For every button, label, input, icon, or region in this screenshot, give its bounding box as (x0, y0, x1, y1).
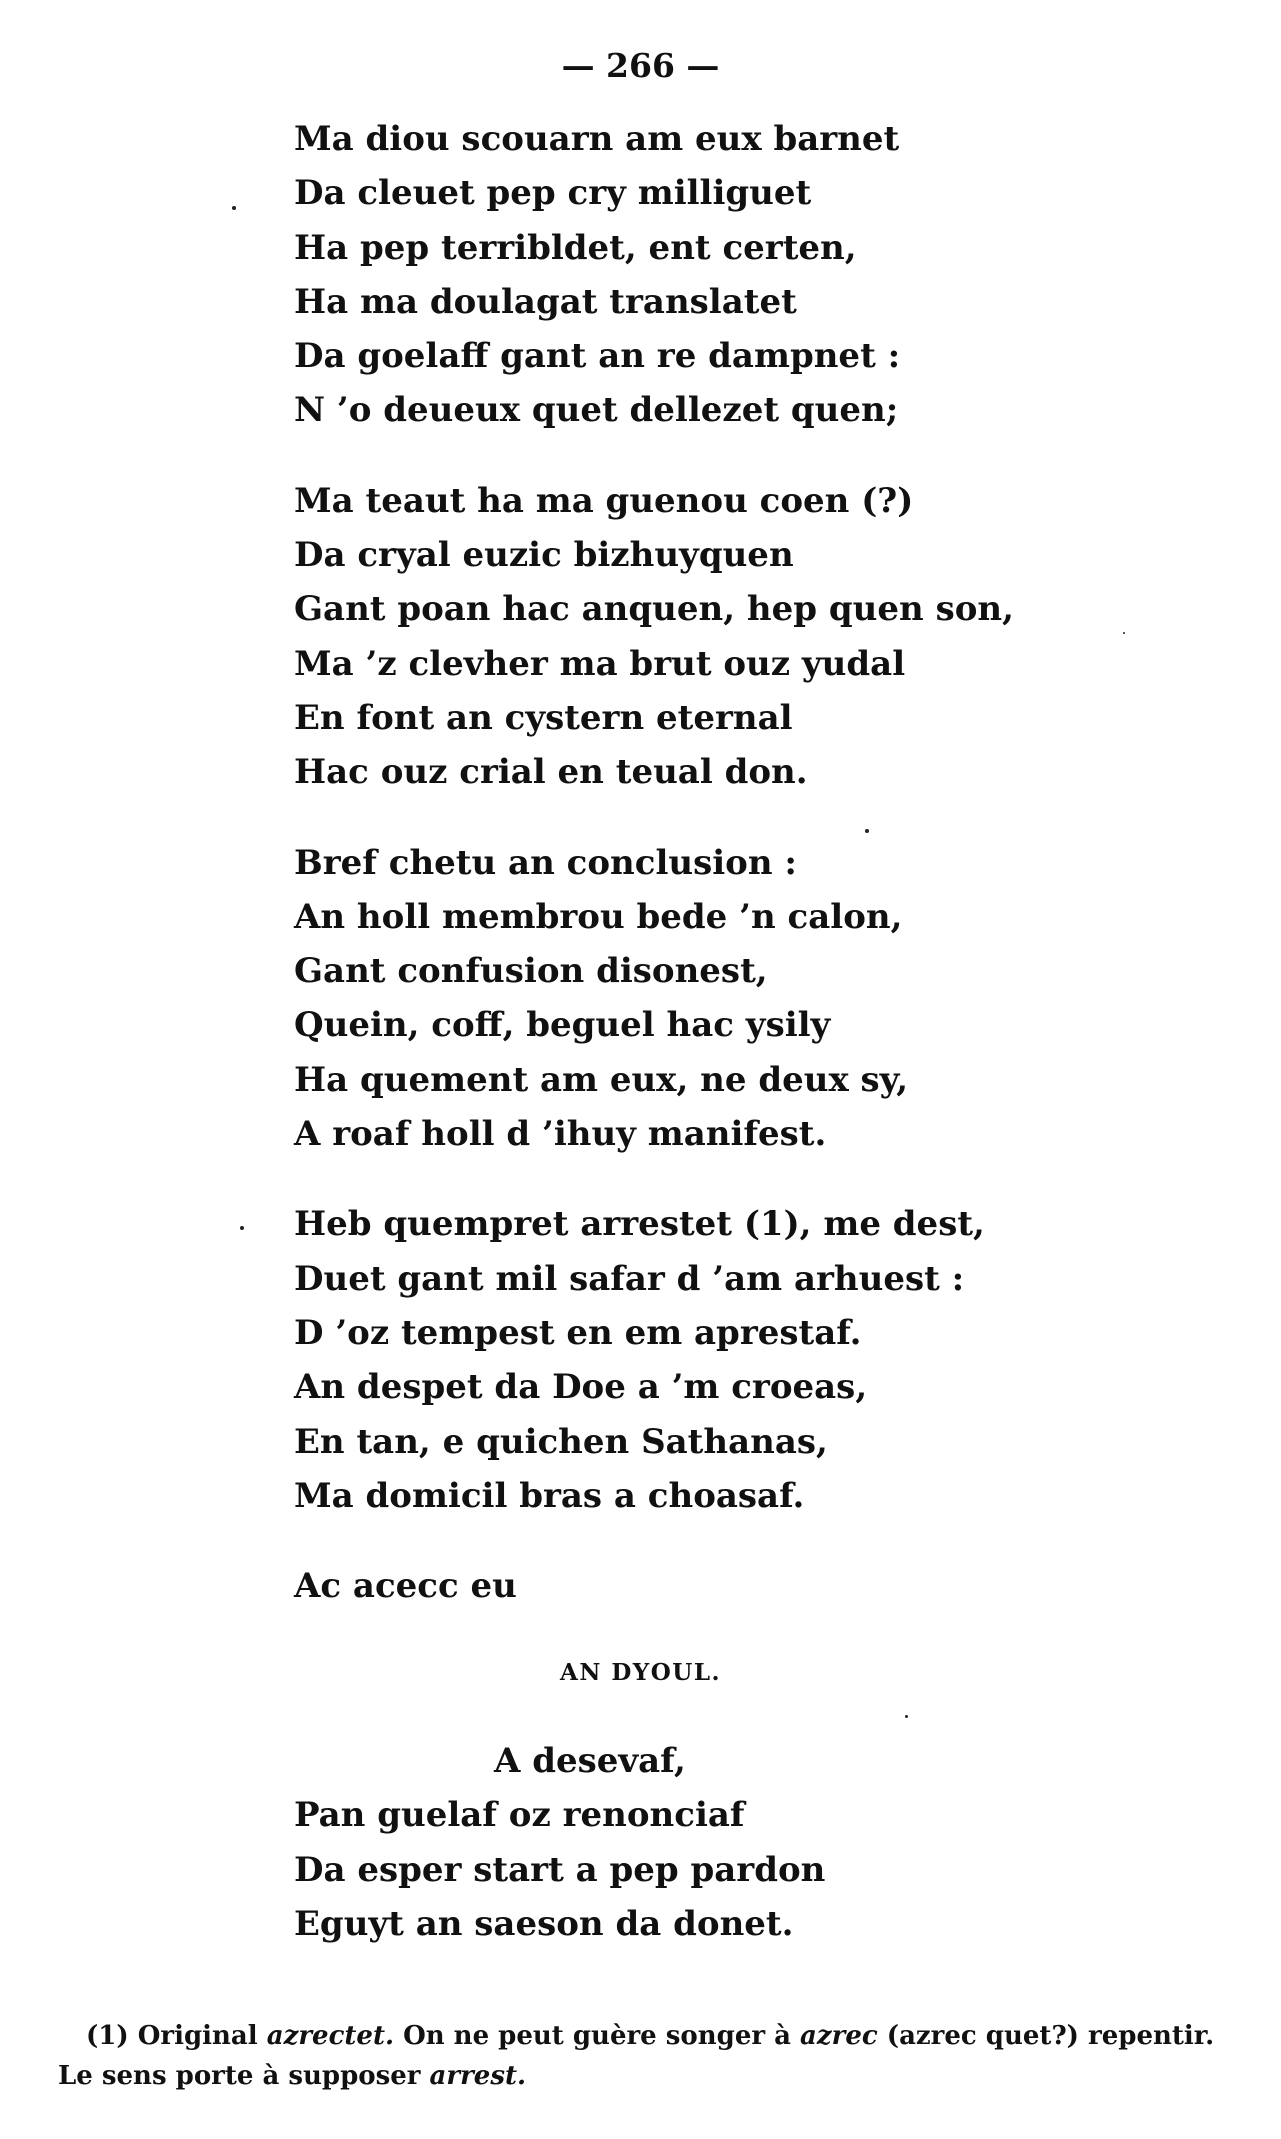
stanza-1 (294, 112, 1194, 438)
verse-line: An holl membrou bede ’n calon, (294, 896, 903, 937)
stanza-5 (294, 1559, 1194, 1613)
footnote-text: Le sens porte à supposer (58, 2061, 430, 2091)
footnote-text: On ne peut guère songer à (394, 2021, 801, 2051)
verse-line: Da esper start a pep pardon (294, 1849, 826, 1890)
scan-speck (1123, 632, 1125, 634)
verse-line: D ’oz tempest en em aprestaf. (294, 1312, 862, 1353)
verse-line: Pan guelaf oz renonciaf (294, 1795, 745, 1836)
speaker-heading: AN DYOUL. (559, 1659, 721, 1686)
poem-body (294, 112, 1194, 1649)
verse-line: A roaf holl d ’ihuy manifest. (294, 1114, 827, 1155)
verse-line: Hac ouz crial en teual don. (294, 752, 808, 793)
verse-line: Ma domicil bras a choasaf. (294, 1475, 805, 1516)
verse-line: Ma teaut ha ma guenou coen (?) (294, 480, 914, 521)
footnote-italic-term: azrectet. (266, 2021, 395, 2051)
footnote-text: (azrec quet?) repentir. (877, 2021, 1215, 2051)
footnote-line-2 (58, 2056, 1248, 2096)
verse-line: Ma diou scouarn am eux barnet (294, 119, 900, 159)
verse-line: A desevaf, (494, 1741, 686, 1781)
scan-speck (240, 1226, 244, 1230)
footnote-italic-term: arrest. (429, 2061, 527, 2091)
verse-line: Bref chetu an conclusion : (294, 842, 797, 883)
verse-line: Ac acecc eu (294, 1566, 517, 1607)
verse-line: Ha quement am eux, ne deux sy, (294, 1059, 909, 1100)
verse-line: An despet da Doe a ’m croeas, (294, 1367, 868, 1408)
verse-line: Da cleuet pep cry milliguet (294, 173, 812, 214)
verse-line: Heb quempret arrestet (1), me dest, (294, 1204, 985, 1245)
verse-line: En font an cystern eternal (294, 697, 793, 738)
verse-line: En tan, e quichen Sathanas, (294, 1421, 828, 1462)
footnote (58, 2016, 1248, 2096)
verse-line: Da goelaff gant an re dampnet : (294, 336, 901, 377)
scan-speck (865, 829, 869, 833)
stanza-4 (294, 1197, 1194, 1523)
footnote-line-1 (58, 2016, 1248, 2056)
scan-speck (232, 206, 236, 210)
final-stanza (294, 1734, 1194, 1951)
verse-line: Gant confusion disonest, (294, 951, 768, 992)
page-number: — 266 — (561, 46, 720, 85)
scan-speck (905, 1715, 908, 1718)
verse-line: Quein, coff, beguel hac ysily (294, 1005, 831, 1046)
footnote-text: (1) Original (86, 2021, 267, 2051)
verse-line: Eguyt an saeson da donet. (294, 1903, 794, 1944)
verse-line: Ha pep terribldet, ent certen, (294, 227, 857, 268)
verse-line: Da cryal euzic bizhuyquen (294, 535, 794, 576)
verse-line: Ma ’z clevher ma brut ouz yudal (294, 643, 906, 684)
verse-line: Gant poan hac anquen, hep quen son, (294, 589, 1014, 630)
stanza-3 (294, 836, 1194, 1162)
verse-line: Ha ma doulagat translatet (294, 281, 797, 322)
stanza-2 (294, 474, 1194, 800)
verse-line: Duet gant mil safar d ’am arhuest : (294, 1258, 965, 1299)
verse-line: N ’o deueux quet dellezet quen; (294, 390, 899, 431)
footnote-italic-term: azrec (800, 2021, 878, 2051)
